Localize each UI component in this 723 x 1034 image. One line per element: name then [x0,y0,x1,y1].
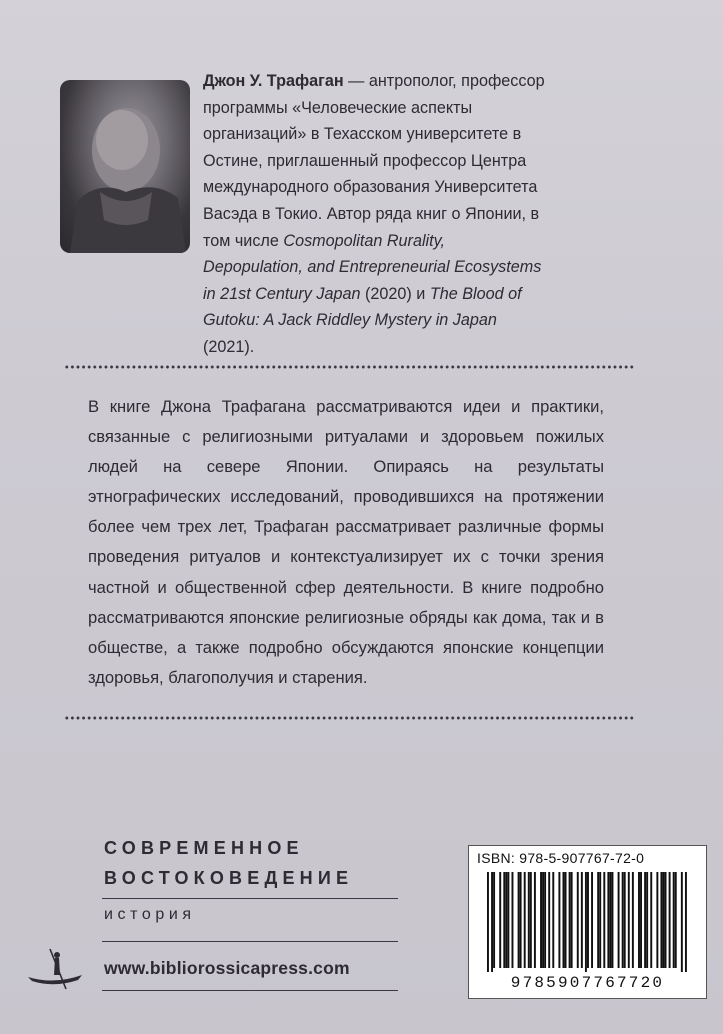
barcode-bar [675,872,677,968]
book-description: В книге Джона Трафагана рассматриваются идеи и практики, связанные с религиозными ритуалами и здоровьем пожилых людей на севере Японии. Опираясь на результаты этнографических исследований, проводившихся на протяжении более чем трех лет, Трафаган рассматривает различные формы проведения ритуалов и контекстуализирует их с точки зрения частной и общественной сфер деятельности. В книге подробно рассматриваются японские религиозные обряды как дома, так и в обществе, а также подробно обсуждаются японские концепции здоровья, благополучия и старения. [88,397,604,687]
barcode-bar [518,872,520,968]
barcode-bar [542,872,544,968]
barcode-bar [507,872,509,968]
barcode-bar [534,872,536,968]
barcode-bar [505,872,507,968]
barcode-bar [665,872,667,968]
barcode-bar [569,872,571,968]
barcode-bar [673,872,675,968]
barcode-bar [618,872,620,968]
barcode-bar [611,872,613,968]
barcode-bar [650,872,652,968]
barcode-bar [503,872,505,968]
barcode-bar [585,872,587,972]
barcode-bar [646,872,648,968]
barcode-bar [511,872,513,968]
barcode-bar [520,872,522,968]
author-name: Джон У. Трафаган [203,72,344,90]
barcode-bar [528,872,530,968]
barcode-bar [597,872,599,968]
barcode-bar [491,872,493,972]
barcode-bar [524,872,526,968]
series-rule-1 [102,898,398,899]
series-subtitle: история [104,906,196,923]
barcode-bar [530,872,532,968]
barcode-icon [487,872,687,972]
barcode-bar [577,872,579,968]
author-bio [203,68,548,361]
barcode-box [468,845,707,999]
barcode-bar [558,872,560,968]
barcode-bar [640,872,642,968]
barcode-bar [499,872,501,968]
series-rule-3 [102,990,398,991]
barcode-bar [587,872,589,968]
barcode-number: 9785907767720 [510,974,665,992]
dotted-divider-bottom [64,716,634,720]
publisher-website: www.bibliorossicapress.com [104,958,350,978]
series-title-line-2: ВОСТОКОВЕДЕНИЕ [104,868,354,888]
barcode-bar [609,872,611,968]
barcode-bar [540,872,542,968]
barcode-bar [487,872,489,972]
author-bio-text-3: (2021). [203,337,255,356]
author-book-2: The Blood of Gutoku: A Jack Riddley Mystery in Japan [203,284,522,330]
barcode-bar [603,872,605,968]
barcode-bar [656,872,658,968]
barcode-bar [632,872,634,968]
series-rule-2 [102,941,398,942]
barcode-bar [552,872,554,968]
boat-logo-icon [24,945,84,995]
series-title-line-1: СОВРЕМЕННОЕ [104,838,304,858]
barcode-bar [591,872,593,968]
author-bio-text-2: (2020) и [360,284,430,303]
barcode-bar [581,872,583,968]
dotted-divider-top [64,365,634,369]
author-bio-text-1: — антрополог, профессор программы «Человеческие аспекты организаций» в Техасском университете в Остине, приглашенный профессор Центра международного образования Университета Васэда в Токио. Автор ряда книг о Японии, в том числе [203,72,545,250]
barcode-bar [660,872,662,968]
barcode-bar [622,872,624,968]
barcode-bar [544,872,546,968]
barcode-bar [624,872,626,968]
barcode-bar [663,872,665,968]
barcode-bar [563,872,565,968]
author-book-1: Cosmopolitan Rurality, Depopulation, and Entrepreneurial Ecosystems in 21st Century Japan [203,231,542,303]
barcode-bar [685,872,687,972]
isbn-label: ISBN: 978-5-907767-72-0 [477,850,645,866]
barcode-bar [681,872,683,972]
barcode-bar [644,872,646,968]
barcode-bar [548,872,550,968]
barcode-bar [607,872,609,968]
author-photo [60,80,190,253]
barcode-bar [599,872,601,968]
barcode-bar [638,872,640,968]
barcode-bar [669,872,671,968]
barcode-bar [628,872,630,968]
barcode-bar [493,872,495,968]
barcode-bar [571,872,573,968]
barcode-bar [565,872,567,968]
